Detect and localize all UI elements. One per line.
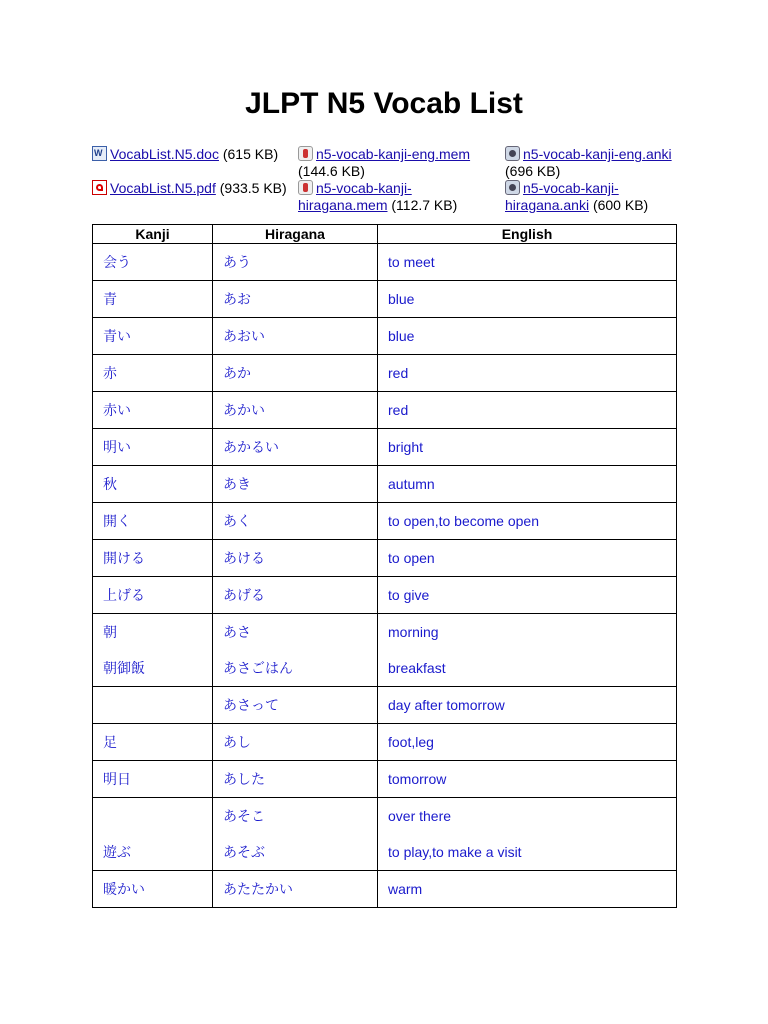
download-item [505, 146, 682, 180]
cell-hiragana: あお [213, 281, 378, 318]
file-size: (696 KB) [505, 163, 561, 179]
header-kanji: Kanji [93, 225, 213, 244]
mem-icon [298, 180, 313, 195]
download-item [298, 146, 505, 180]
cell-kanji: 朝 [93, 614, 213, 651]
cell-kanji: 上げる [93, 577, 213, 614]
cell-english: foot,leg [378, 724, 677, 761]
cell-hiragana: あさごはん [213, 650, 378, 687]
cell-kanji: 赤 [93, 355, 213, 392]
page-title: JLPT N5 Vocab List [245, 87, 523, 120]
table-row [93, 540, 677, 577]
cell-kanji: 遊ぶ [93, 834, 213, 871]
cell-hiragana: あう [213, 244, 378, 281]
download-link-pdf[interactable]: VocabList.N5.pdf [110, 180, 216, 196]
download-item [298, 180, 505, 214]
cell-english: morning [378, 614, 677, 651]
download-link-kanji-hiragana-anki[interactable]: n5-vocab-kanji-hiragana.anki [505, 180, 619, 213]
table-row [93, 281, 677, 318]
cell-english: red [378, 355, 677, 392]
cell-english: to meet [378, 244, 677, 281]
cell-kanji: 青い [93, 318, 213, 355]
cell-english: tomorrow [378, 761, 677, 798]
file-size: (615 KB) [218, 146, 279, 162]
table-row [93, 798, 677, 835]
cell-english: day after tomorrow [378, 687, 677, 724]
cell-kanji: 赤い [93, 392, 213, 429]
cell-english: bright [378, 429, 677, 466]
table-header-row [93, 225, 677, 244]
table-row [93, 614, 677, 651]
cell-hiragana: あし [213, 724, 378, 761]
cell-english: to play,to make a visit [378, 834, 677, 871]
cell-hiragana: あか [213, 355, 378, 392]
table-row [93, 503, 677, 540]
vocab-table [92, 224, 677, 908]
mem-icon [298, 146, 313, 161]
cell-english: breakfast [378, 650, 677, 687]
header-hiragana: Hiragana [213, 225, 378, 244]
download-item [92, 146, 298, 180]
cell-hiragana: あした [213, 761, 378, 798]
download-link-kanji-hiragana-mem[interactable]: n5-vocab-kanji-hiragana.mem [298, 180, 412, 213]
pdf-icon [92, 180, 107, 195]
cell-english: warm [378, 871, 677, 908]
cell-kanji: 会う [93, 244, 213, 281]
file-size: (600 KB) [589, 197, 649, 213]
cell-kanji [93, 798, 213, 835]
cell-english: blue [378, 281, 677, 318]
vocab-table-body [93, 244, 677, 908]
table-row [93, 761, 677, 798]
cell-hiragana: あそこ [213, 798, 378, 835]
table-row [93, 429, 677, 466]
file-size: (933.5 KB) [215, 180, 287, 196]
cell-kanji: 開ける [93, 540, 213, 577]
cell-kanji: 暖かい [93, 871, 213, 908]
cell-hiragana: あかるい [213, 429, 378, 466]
cell-hiragana: あそぶ [213, 834, 378, 871]
download-links [92, 146, 682, 214]
table-row [93, 834, 677, 871]
cell-kanji: 青 [93, 281, 213, 318]
cell-english: to give [378, 577, 677, 614]
cell-kanji: 明い [93, 429, 213, 466]
cell-hiragana: あさ [213, 614, 378, 651]
anki-icon [505, 180, 520, 195]
cell-kanji: 明日 [93, 761, 213, 798]
anki-icon [505, 146, 520, 161]
cell-hiragana: あかい [213, 392, 378, 429]
file-size: (144.6 KB) [298, 163, 365, 179]
cell-english: over there [378, 798, 677, 835]
table-row [93, 687, 677, 724]
cell-english: red [378, 392, 677, 429]
cell-kanji: 朝御飯 [93, 650, 213, 687]
cell-hiragana: あおい [213, 318, 378, 355]
table-row [93, 318, 677, 355]
table-row [93, 392, 677, 429]
cell-english: to open,to become open [378, 503, 677, 540]
cell-english: blue [378, 318, 677, 355]
cell-english: to open [378, 540, 677, 577]
table-row [93, 871, 677, 908]
table-row [93, 724, 677, 761]
cell-hiragana: あげる [213, 577, 378, 614]
table-row [93, 355, 677, 392]
cell-hiragana: あさって [213, 687, 378, 724]
cell-kanji: 開く [93, 503, 213, 540]
doc-icon [92, 146, 107, 161]
download-link-kanji-eng-anki[interactable]: n5-vocab-kanji-eng.anki [523, 146, 672, 162]
table-row [93, 244, 677, 281]
cell-kanji [93, 687, 213, 724]
download-link-kanji-eng-mem[interactable]: n5-vocab-kanji-eng.mem [316, 146, 471, 162]
table-row [93, 466, 677, 503]
table-row [93, 577, 677, 614]
cell-kanji: 足 [93, 724, 213, 761]
cell-hiragana: あたたかい [213, 871, 378, 908]
cell-kanji: 秋 [93, 466, 213, 503]
header-english: English [378, 225, 677, 244]
file-size: (112.7 KB) [387, 197, 458, 213]
cell-hiragana: あく [213, 503, 378, 540]
download-item [92, 180, 298, 214]
cell-hiragana: あき [213, 466, 378, 503]
download-item [505, 180, 682, 214]
cell-hiragana: あける [213, 540, 378, 577]
table-row [93, 650, 677, 687]
download-link-doc[interactable]: VocabList.N5.doc [110, 146, 219, 162]
cell-english: autumn [378, 466, 677, 503]
